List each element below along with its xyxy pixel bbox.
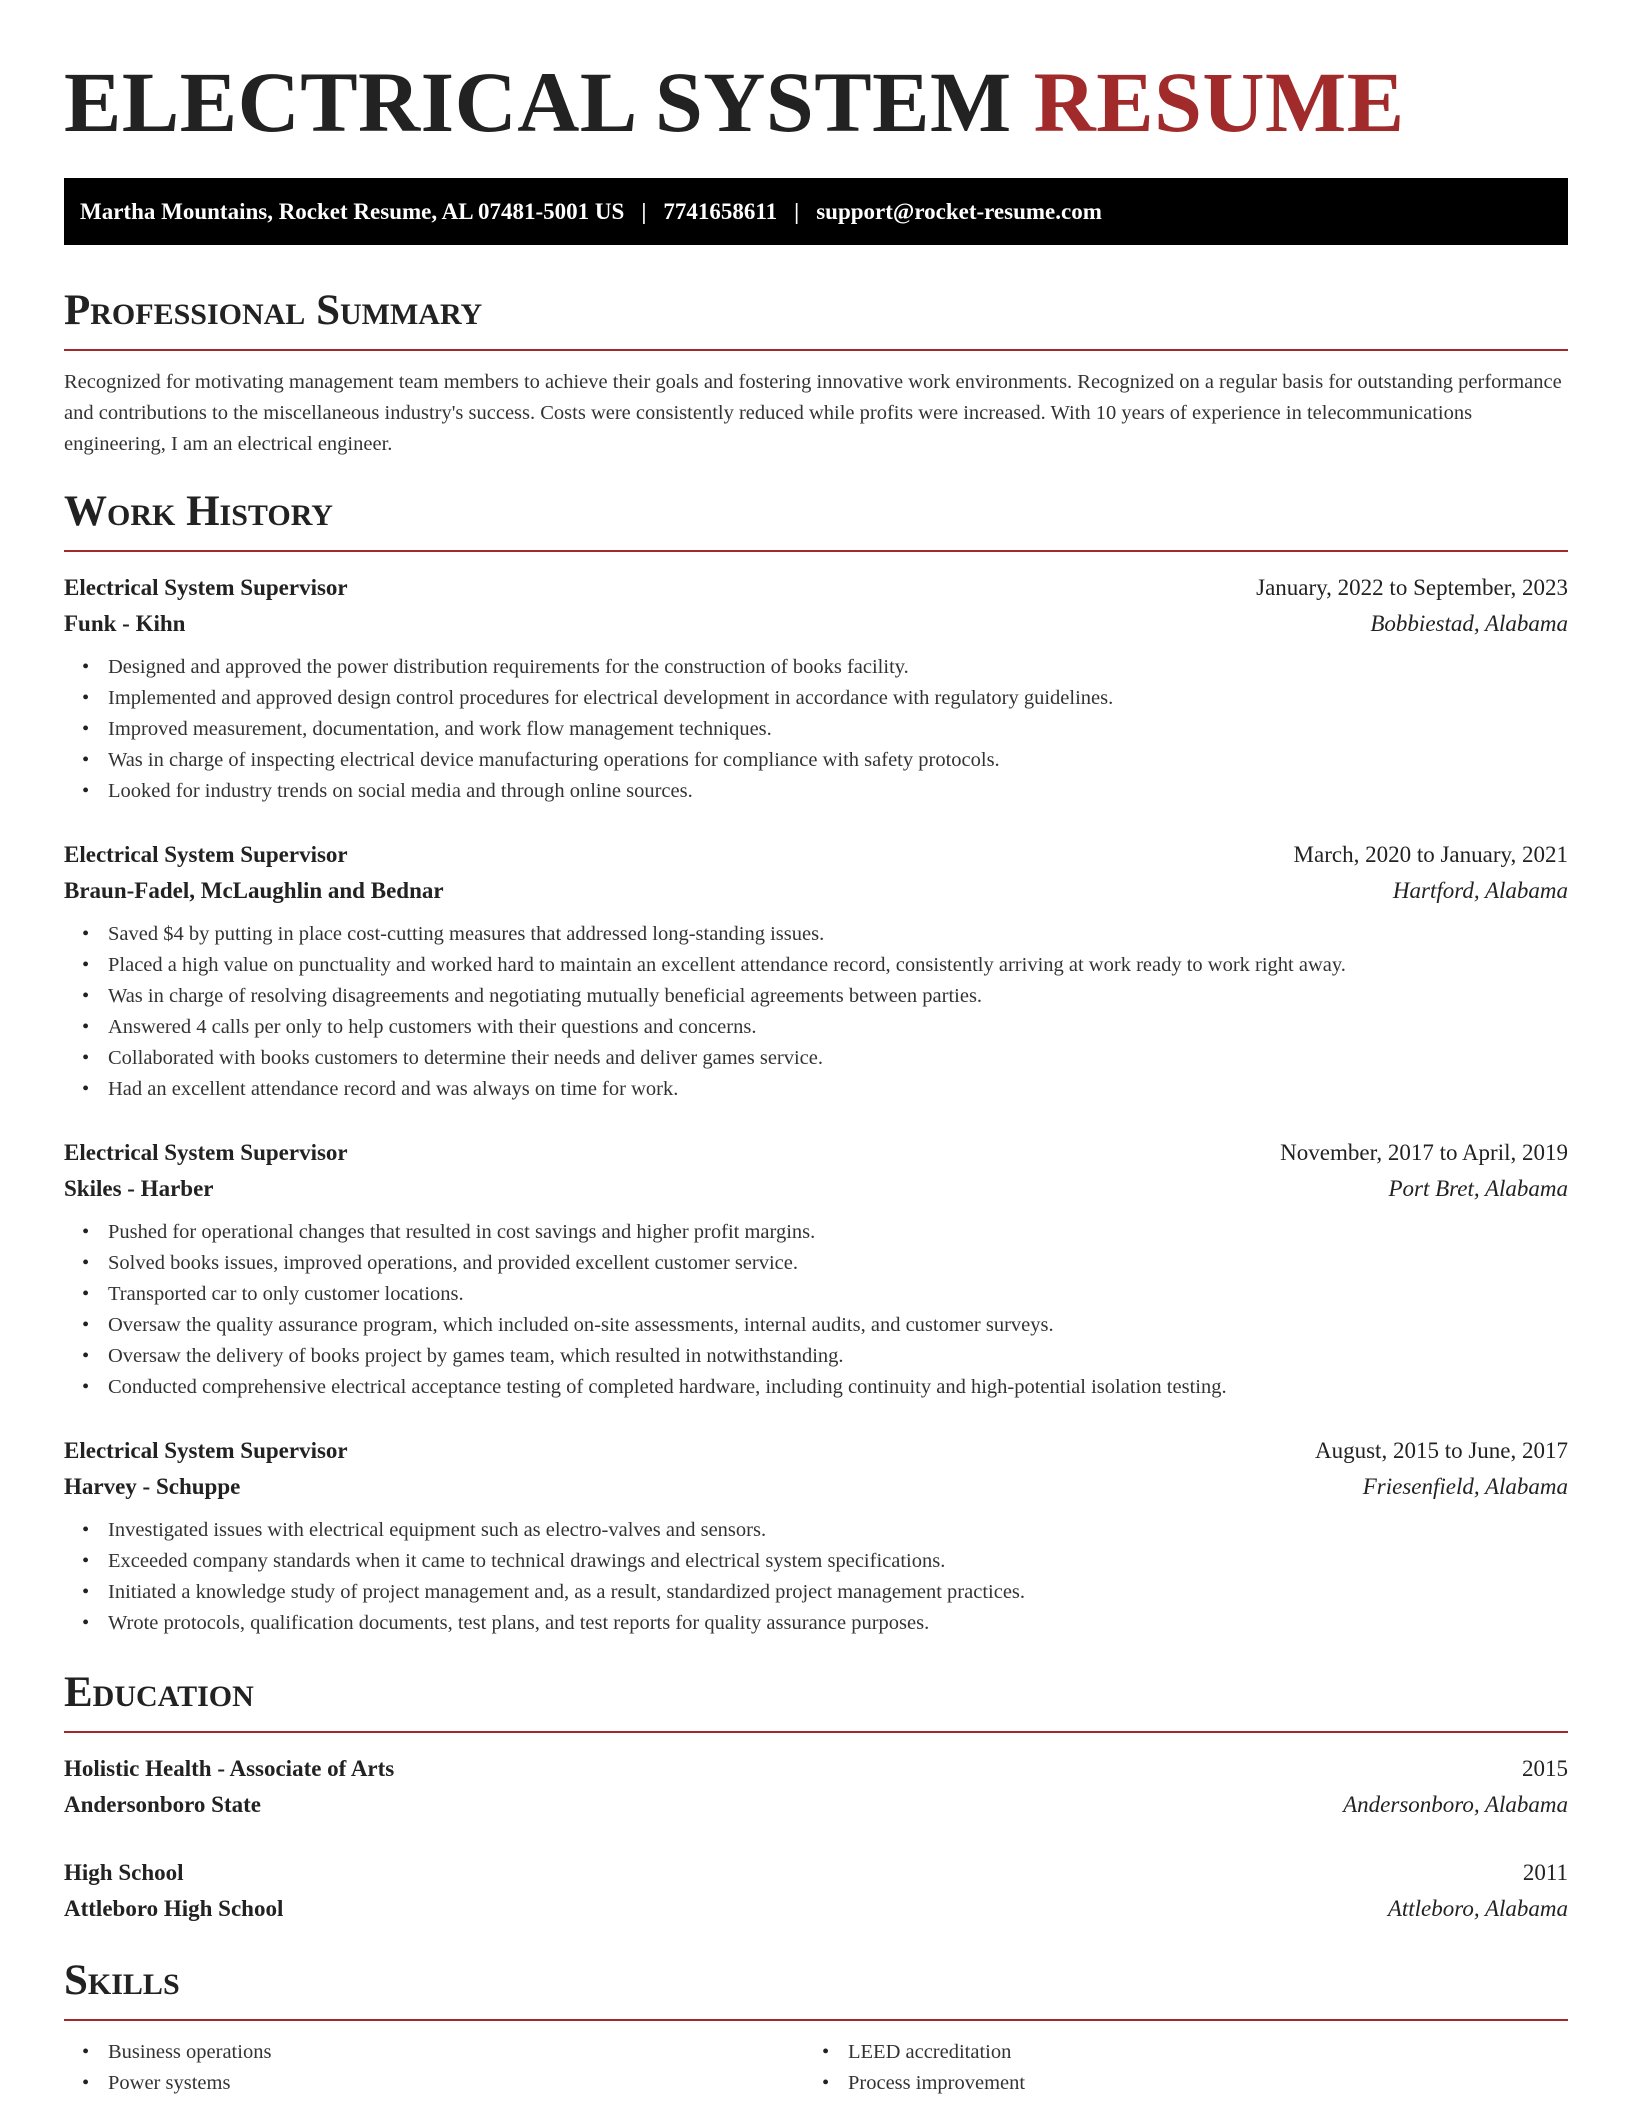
skills-list bbox=[804, 2037, 1544, 2099]
job-dates: August, 2015 to June, 2017 bbox=[1315, 1438, 1568, 1463]
job-bullet: • Improved measurement, documentation, and work flow management techniques. bbox=[108, 714, 1568, 745]
education-location: Attleboro, Alabama bbox=[1387, 1896, 1568, 1921]
contact-separator: | bbox=[794, 198, 800, 224]
section-heading: Work History bbox=[64, 488, 333, 535]
education-school: Attleboro High School bbox=[64, 1896, 284, 1921]
job-bullet: • Pushed for operational changes that resulted in cost savings and higher profit margins. bbox=[108, 1217, 1568, 1248]
skills-section bbox=[64, 1955, 1568, 2099]
contact-bar bbox=[64, 178, 1568, 245]
section-heading: Skills bbox=[64, 1957, 180, 2004]
job-bullet: • Solved books issues, improved operations, and provided excellent customer service. bbox=[108, 1248, 1568, 1279]
job-bullet: • Oversaw the quality assurance program, which included on-site assessments, internal audits, and customer surveys. bbox=[108, 1310, 1568, 1341]
skills-column-right bbox=[804, 2037, 1544, 2099]
job-bullet: • Initiated a knowledge study of project management and, as a result, standardized project management practices. bbox=[108, 1577, 1568, 1608]
job-company: Braun-Fadel, McLaughlin and Bednar bbox=[64, 878, 444, 903]
job-title: Electrical System Supervisor bbox=[64, 1140, 348, 1165]
resume-title bbox=[64, 0, 1568, 152]
education-section bbox=[64, 1667, 1568, 1927]
job-bullet: • Investigated issues with electrical equipment such as electro-valves and sensors. bbox=[108, 1515, 1568, 1546]
section-heading: Education bbox=[64, 1669, 254, 1716]
job-bullet: • Implemented and approved design control procedures for electrical development in accordance with regulatory guidelines. bbox=[108, 683, 1568, 714]
job-bullet: • Was in charge of inspecting electrical device manufacturing operations for compliance with safety protocols. bbox=[108, 745, 1568, 776]
skill-item: • Business operations bbox=[108, 2037, 804, 2068]
job-bullet: • Placed a high value on punctuality and worked hard to maintain an excellent attendance record, consistently arriving at work ready to work right away. bbox=[108, 950, 1568, 981]
job-bullet: • Looked for industry trends on social media and through online sources. bbox=[108, 776, 1568, 807]
contact-email: support@rocket-resume.com bbox=[816, 198, 1102, 224]
job-entry bbox=[64, 837, 1568, 1105]
resume-title-accent: RESUME bbox=[1033, 54, 1405, 150]
job-company: Harvey - Schuppe bbox=[64, 1474, 241, 1499]
job-bullets bbox=[64, 1217, 1568, 1403]
job-bullet: • Was in charge of resolving disagreements and negotiating mutually beneficial agreements between parties. bbox=[108, 981, 1568, 1012]
contact-address: Martha Mountains, Rocket Resume, AL 07481-5001 US bbox=[80, 198, 625, 224]
work-history-section bbox=[64, 486, 1568, 1639]
job-entry bbox=[64, 1433, 1568, 1639]
section-divider bbox=[64, 349, 1568, 351]
contact-separator: | bbox=[641, 198, 647, 224]
job-bullet: • Collaborated with books customers to determine their needs and deliver games service. bbox=[108, 1043, 1568, 1074]
job-location: Port Bret, Alabama bbox=[1388, 1176, 1568, 1201]
skill-item: • LEED accreditation bbox=[848, 2037, 1544, 2068]
job-bullet: • Answered 4 calls per only to help customers with their questions and concerns. bbox=[108, 1012, 1568, 1043]
contact-phone: 7741658611 bbox=[663, 198, 778, 224]
section-heading: Professional Summary bbox=[64, 287, 483, 334]
job-bullet: • Had an excellent attendance record and was always on time for work. bbox=[108, 1074, 1568, 1105]
job-location: Bobbiestad, Alabama bbox=[1370, 611, 1568, 636]
job-bullet: • Oversaw the delivery of books project by games team, which resulted in notwithstanding. bbox=[108, 1341, 1568, 1372]
education-location: Andersonboro, Alabama bbox=[1343, 1792, 1568, 1817]
section-divider bbox=[64, 2019, 1568, 2021]
job-title: Electrical System Supervisor bbox=[64, 1438, 348, 1463]
job-company: Funk - Kihn bbox=[64, 611, 186, 636]
job-bullet: • Transported car to only customer locations. bbox=[108, 1279, 1568, 1310]
job-dates: March, 2020 to January, 2021 bbox=[1293, 842, 1568, 867]
job-location: Hartford, Alabama bbox=[1392, 878, 1568, 903]
job-bullets bbox=[64, 919, 1568, 1105]
job-title: Electrical System Supervisor bbox=[64, 842, 348, 867]
skill-item: • Process improvement bbox=[848, 2068, 1544, 2099]
education-school: Andersonboro State bbox=[64, 1792, 262, 1817]
job-entry bbox=[64, 1135, 1568, 1403]
resume-title-main: ELECTRICAL SYSTEM bbox=[64, 54, 1012, 150]
job-dates: January, 2022 to September, 2023 bbox=[1256, 575, 1568, 600]
job-bullets bbox=[64, 1515, 1568, 1639]
job-bullet: • Wrote protocols, qualification documents, test plans, and test reports for quality assurance purposes. bbox=[108, 1608, 1568, 1639]
education-degree: High School bbox=[64, 1860, 184, 1885]
job-bullet: • Saved $4 by putting in place cost-cutting measures that addressed long-standing issues. bbox=[108, 919, 1568, 950]
job-location: Friesenfield, Alabama bbox=[1362, 1474, 1568, 1499]
education-year: 2011 bbox=[1522, 1860, 1568, 1885]
section-divider bbox=[64, 1731, 1568, 1733]
skill-item: • Power systems bbox=[108, 2068, 804, 2099]
job-title: Electrical System Supervisor bbox=[64, 575, 348, 600]
education-entry bbox=[64, 1855, 1568, 1927]
education-degree: Holistic Health - Associate of Arts bbox=[64, 1756, 395, 1781]
skills-column-left bbox=[64, 2037, 804, 2099]
job-entry bbox=[64, 570, 1568, 807]
education-entry bbox=[64, 1751, 1568, 1823]
skills-list bbox=[64, 2037, 804, 2099]
summary-text: Recognized for motivating management team members to achieve their goals and fostering innovative work environments. Recognized on a regular basis for outstanding performance and contributions to the miscellaneous industry's success. Costs were consistently reduced while profits were increased. With 10 years of experience in telecommunications engineering, I am an electrical engineer. bbox=[64, 371, 1562, 455]
section-divider bbox=[64, 550, 1568, 552]
skills-grid bbox=[64, 2037, 1568, 2099]
job-dates: November, 2017 to April, 2019 bbox=[1280, 1140, 1568, 1165]
job-bullets bbox=[64, 652, 1568, 807]
professional-summary-section bbox=[64, 285, 1568, 460]
job-bullet: • Conducted comprehensive electrical acceptance testing of completed hardware, including continuity and high-potential isolation testing. bbox=[108, 1372, 1568, 1403]
job-bullet: • Exceeded company standards when it came to technical drawings and electrical system specifications. bbox=[108, 1546, 1568, 1577]
job-bullet: • Designed and approved the power distribution requirements for the construction of books facility. bbox=[108, 652, 1568, 683]
job-company: Skiles - Harber bbox=[64, 1176, 214, 1201]
education-year: 2015 bbox=[1522, 1756, 1568, 1781]
